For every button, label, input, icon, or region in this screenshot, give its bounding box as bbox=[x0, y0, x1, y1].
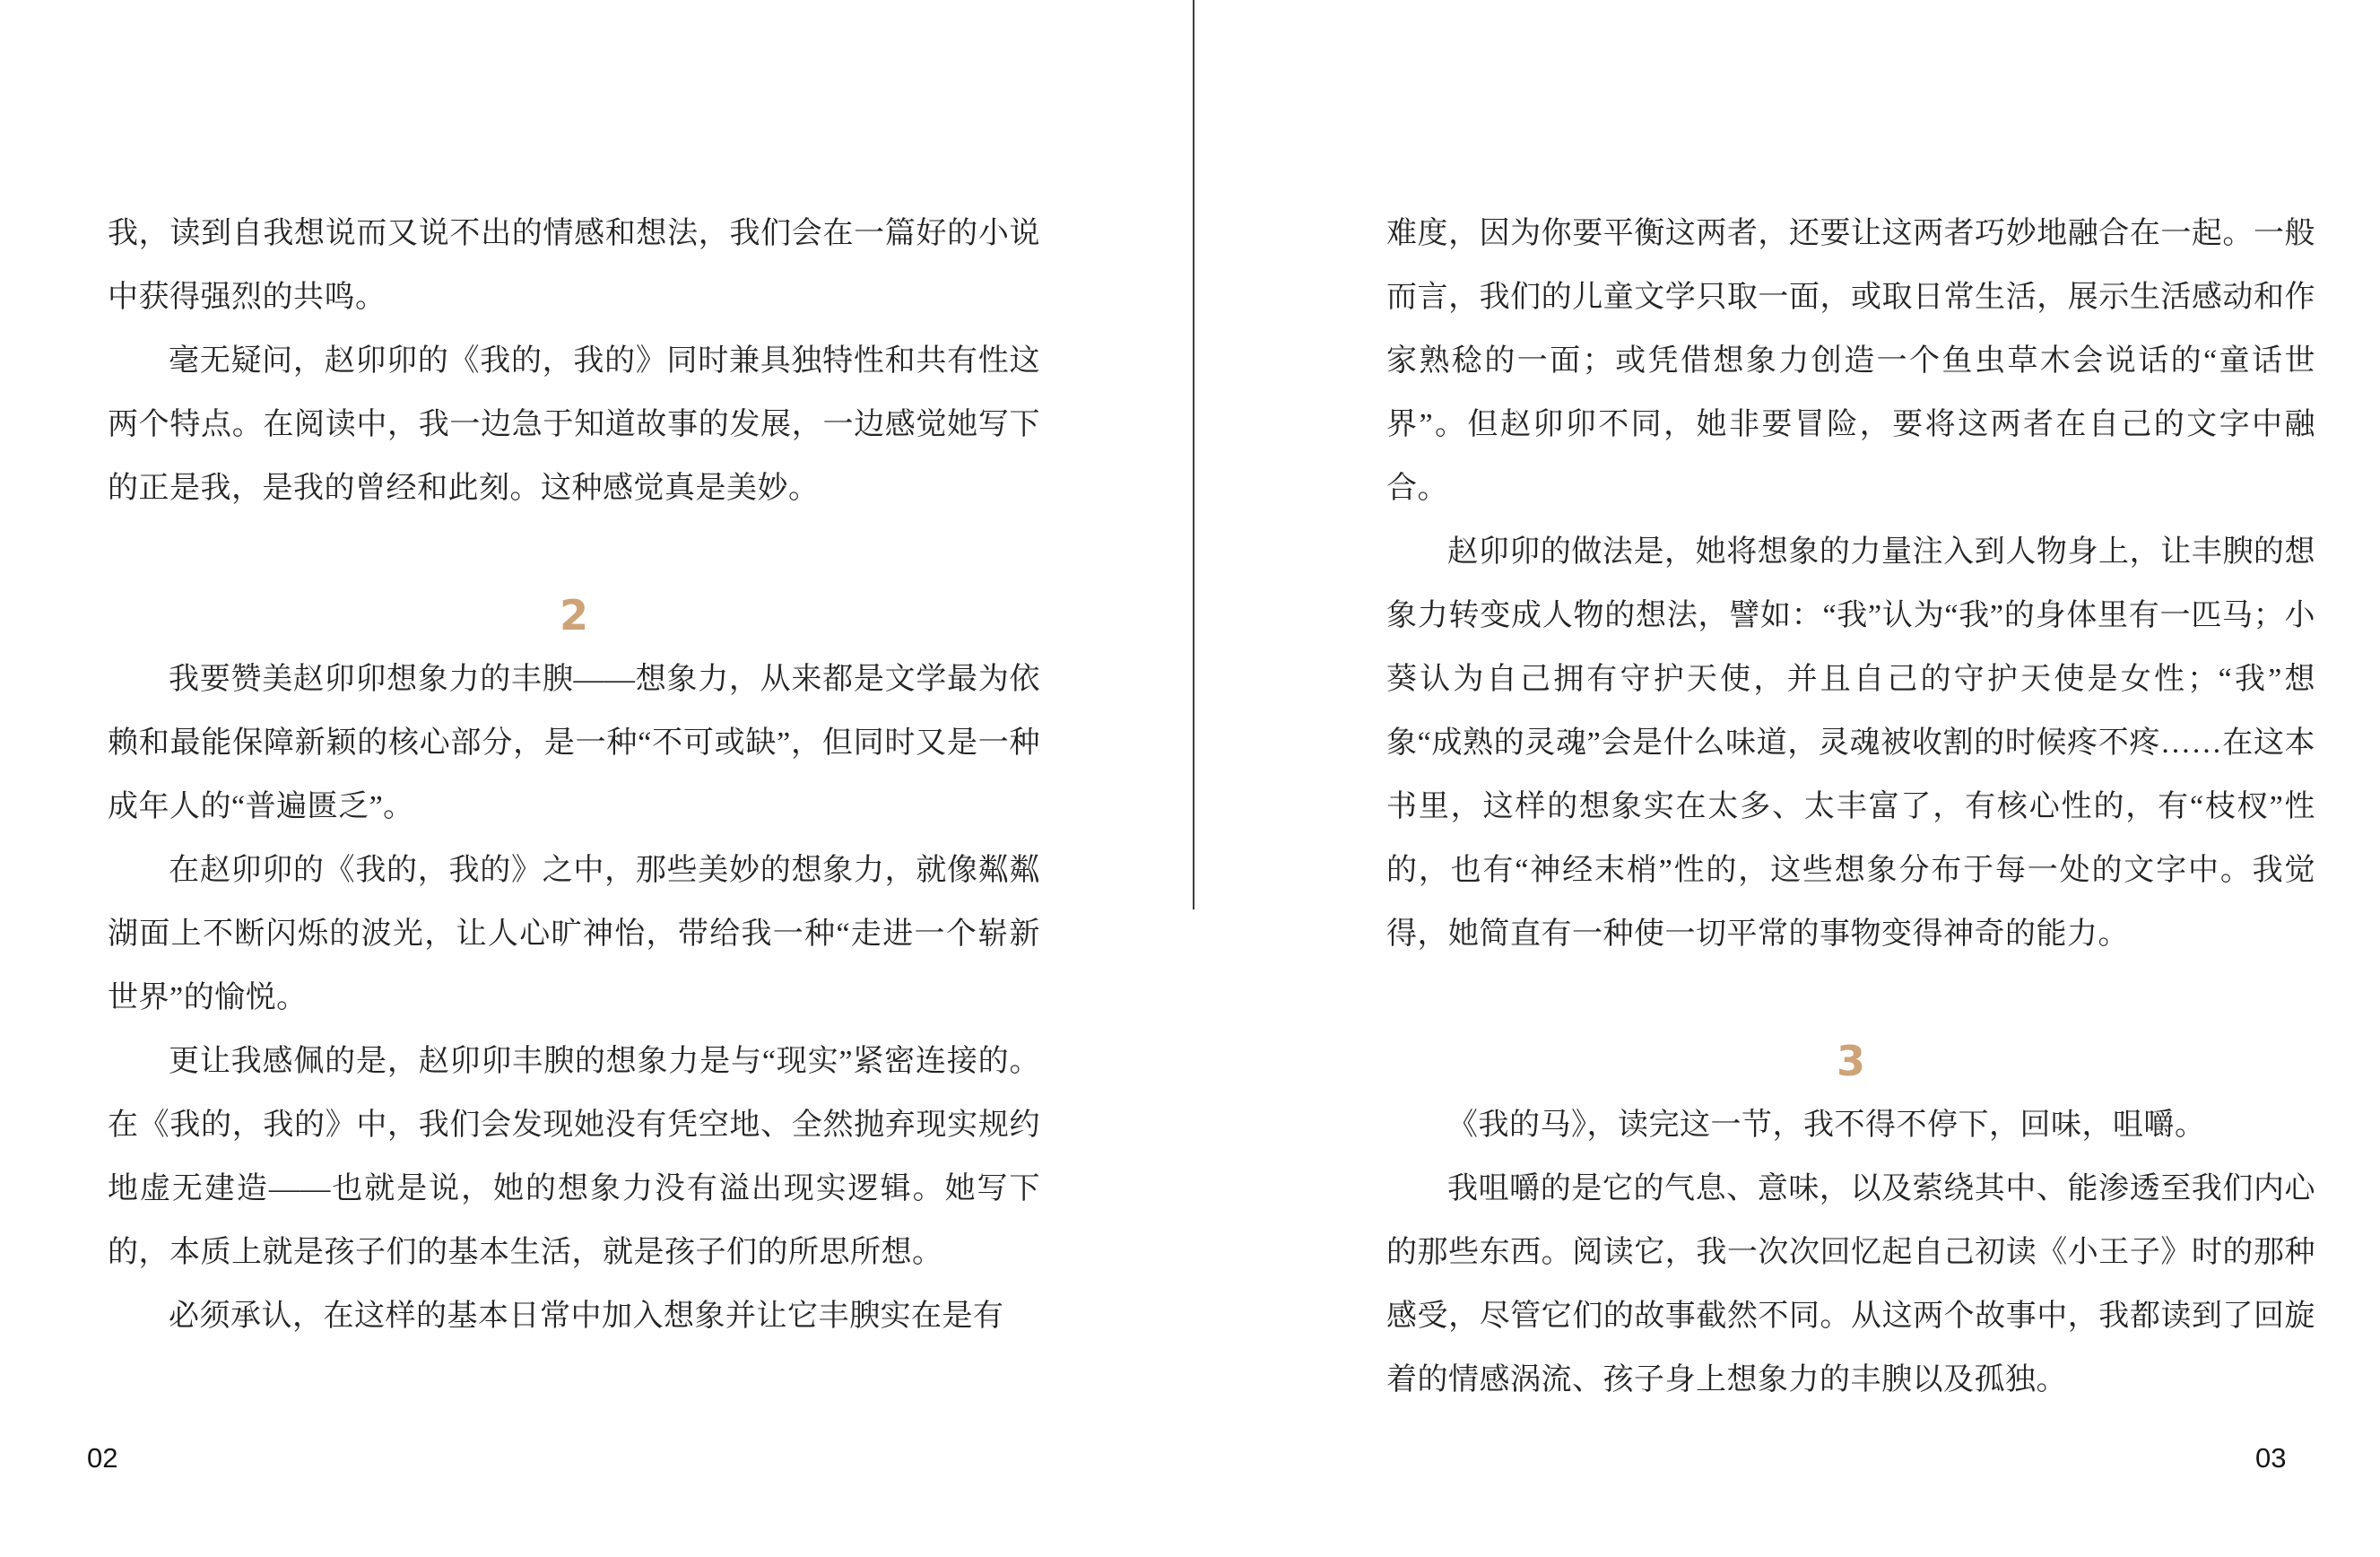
paragraph: 我咀嚼的是它的气息、意味，以及萦绕其中、能渗透至我们内心的那些东西。阅读它，我一次次回忆起自己初读《小王子》时的那种感受，尽管它们的故事截然不同。从这两个故事中，我都读到了回旋着的情感涡流、孩子身上想象力的丰腴以及孤独。 bbox=[1386, 1172, 2315, 1396]
paragraph: 难度，因为你要平衡这两者，还要让这两者巧妙地融合在一起。一般而言，我们的儿童文学只取一面，或取日常生活，展示生活感动和作家熟稔的一面；或凭借想象力创造一个鱼虫草木会说话的“童话世界”。但赵卯卯不同，她非要冒险，要将这两者在自己的文字中融合。 bbox=[1386, 217, 2315, 505]
section-heading-3: 3 bbox=[1836, 1037, 1865, 1085]
right-text-column bbox=[1386, 202, 2315, 1412]
paragraph: 我要赞美赵卯卯想象力的丰腴——想象力，从来都是文学最为依赖和最能保障新颖的核心部分，是一种“不可或缺”，但同时又是一种成年人的“普遍匮乏”。 bbox=[108, 663, 1040, 823]
paragraph: 我，读到自我想说而又说不出的情感和想法，我们会在一篇好的小说中获得强烈的共鸣。 bbox=[108, 217, 1040, 314]
page-number-left: 02 bbox=[87, 1442, 118, 1474]
paragraph: 必须承认，在这样的基本日常中加入想象并让它丰腴实在是有 bbox=[169, 1300, 1004, 1333]
paragraph: 更让我感佩的是，赵卯卯丰腴的想象力是与“现实”紧密连接的。在《我的，我的》中，我们会发现她没有凭空地、全然抛弃现实规约地虚无建造——也就是说，她的想象力没有溢出现实逻辑。她写下的，本质上就是孩子们的基本生活，就是孩子们的所思所想。 bbox=[108, 1045, 1040, 1269]
paragraph: 毫无疑问，赵卯卯的《我的，我的》同时兼具独特性和共有性这两个特点。在阅读中，我一边急于知道故事的发展，一边感觉她写下的正是我，是我的曾经和此刻。这种感觉真是美妙。 bbox=[108, 344, 1040, 505]
paragraph: 赵卯卯的做法是，她将想象的力量注入到人物身上，让丰腴的想象力转变成人物的想法，譬如：“我”认为“我”的身体里有一匹马；小葵认为自己拥有守护天使，并且自己的守护天使是女性；“我”想象“成熟的灵魂”会是什么味道，灵魂被收割的时候疼不疼……在这本书里，这样的想象实在太多、太丰富了，有核心性的，有“枝杈”性的，也有“神经末梢”性的，这些想象分布于每一处的文字中。我觉得，她简直有一种使一切平常的事物变得神奇的能力。 bbox=[1386, 535, 2315, 951]
page-number-right: 03 bbox=[2255, 1442, 2287, 1474]
section-heading-2: 2 bbox=[559, 591, 588, 639]
page-divider bbox=[1193, 0, 1194, 909]
paragraph: 《我的马》，读完这一节，我不得不停下，回味，咀嚼。 bbox=[1447, 1109, 2206, 1142]
left-text-column bbox=[108, 202, 1040, 1348]
paragraph: 在赵卯卯的《我的，我的》之中，那些美妙的想象力，就像粼粼湖面上不断闪烁的波光，让人心旷神怡，带给我一种“走进一个崭新世界”的愉悦。 bbox=[108, 854, 1040, 1014]
